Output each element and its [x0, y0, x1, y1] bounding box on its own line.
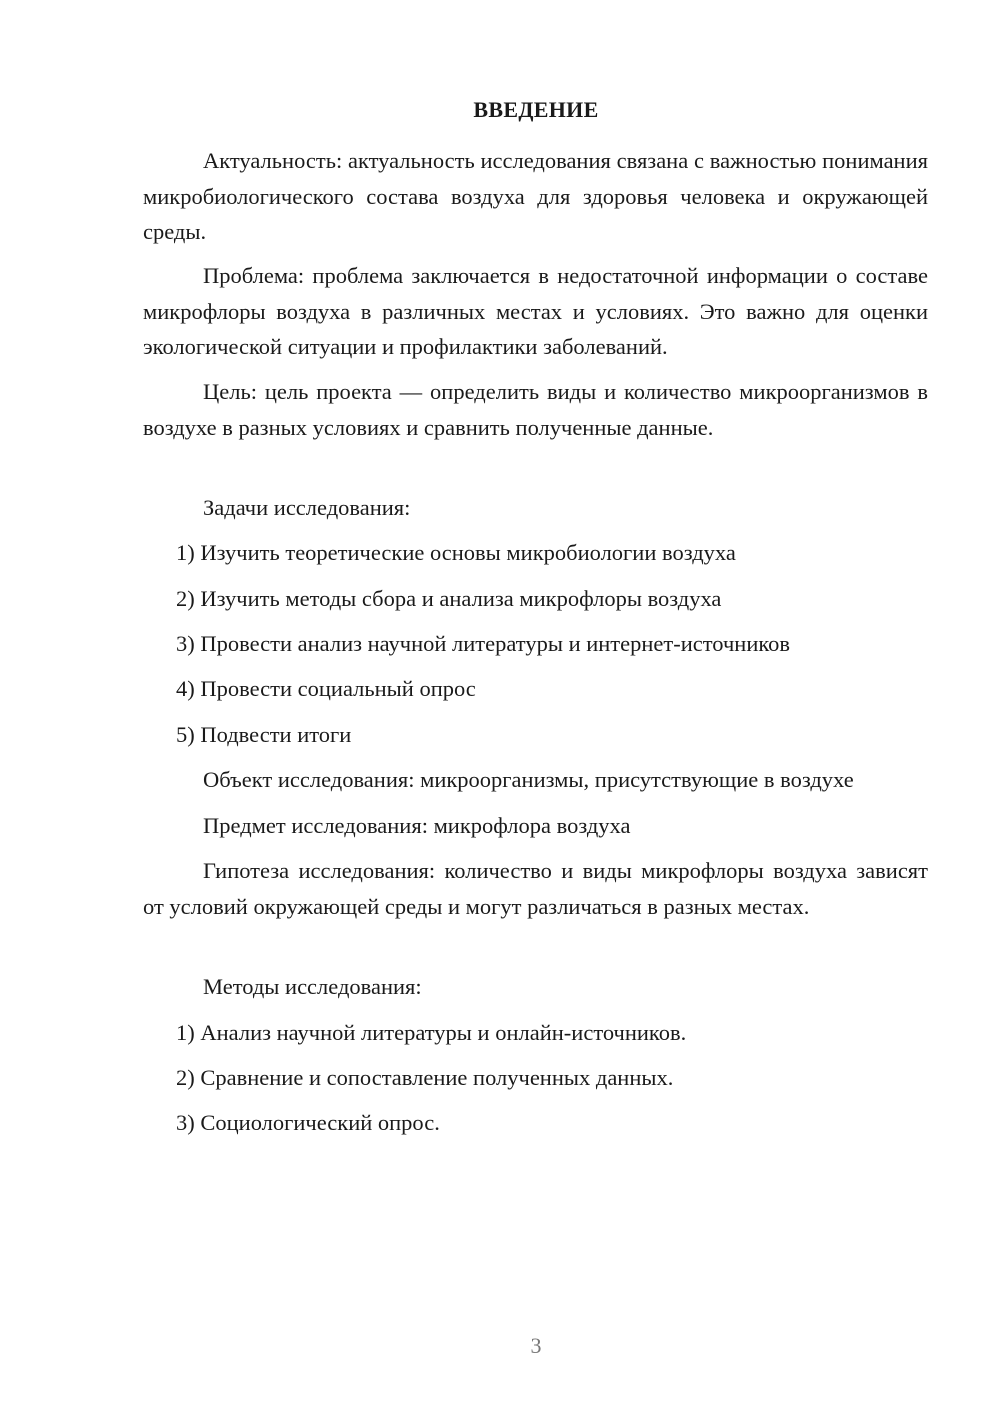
task-item: [143, 626, 928, 662]
task-item: [143, 671, 928, 707]
object-block: [143, 762, 928, 798]
method-item: [143, 1105, 928, 1141]
task-item-4: 4) Провести социальный опрос: [176, 676, 476, 701]
hypothesis-text: Гипотеза исследования: количество и виды микрофлоры воздуха зависят от условий окружающей среды и могут различаться в разных местах.: [143, 858, 928, 919]
task-item: [143, 717, 928, 753]
page-number: 3: [530, 1333, 542, 1358]
methods-title-block: [143, 969, 928, 1005]
hypothesis-paragraph: [143, 853, 928, 924]
method-item-1: 1) Анализ научной литературы и онлайн-источников.: [176, 1020, 687, 1045]
task-item: [143, 581, 928, 617]
object-text: Объект исследования: микроорганизмы, присутствующие в воздухе: [203, 767, 854, 792]
method-item-3: 3) Социологический опрос.: [176, 1110, 440, 1135]
methods-title: Методы исследования:: [203, 974, 422, 999]
tasks-title: Задачи исследования:: [203, 495, 411, 520]
task-item-5: 5) Подвести итоги: [176, 722, 352, 747]
task-item-2: 2) Изучить методы сбора и анализа микрофлоры воздуха: [176, 586, 722, 611]
problem-paragraph: [143, 258, 928, 365]
relevance-text: Актуальность: актуальность исследования связана с важностью понимания микробиологического состава воздуха для здоровья человека и окружающей среды.: [143, 148, 928, 244]
relevance-paragraph: [143, 143, 928, 250]
task-item-1: 1) Изучить теоретические основы микробиологии воздуха: [176, 540, 736, 565]
section-heading: ВВЕДЕНИЕ: [473, 97, 599, 122]
task-item: [143, 535, 928, 571]
problem-text: Проблема: проблема заключается в недостаточной информации о составе микрофлоры воздуха в различных местах и условиях. Это важно для оценки экологической ситуации и профилактики заболеваний.: [143, 263, 928, 359]
task-item-3: 3) Провести анализ научной литературы и интернет-источников: [176, 631, 791, 656]
goal-text: Цель: цель проекта — определить виды и количество микроорганизмов в воздухе в разных условиях и сравнить полученные данные.: [143, 379, 928, 440]
subject-text: Предмет исследования: микрофлора воздуха: [203, 813, 631, 838]
method-item: [143, 1060, 928, 1096]
subject-block: [143, 808, 928, 844]
goal-paragraph: [143, 374, 928, 445]
method-item-2: 2) Сравнение и сопоставление полученных данных.: [176, 1065, 674, 1090]
tasks-title-block: [143, 490, 928, 526]
method-item: [143, 1015, 928, 1051]
